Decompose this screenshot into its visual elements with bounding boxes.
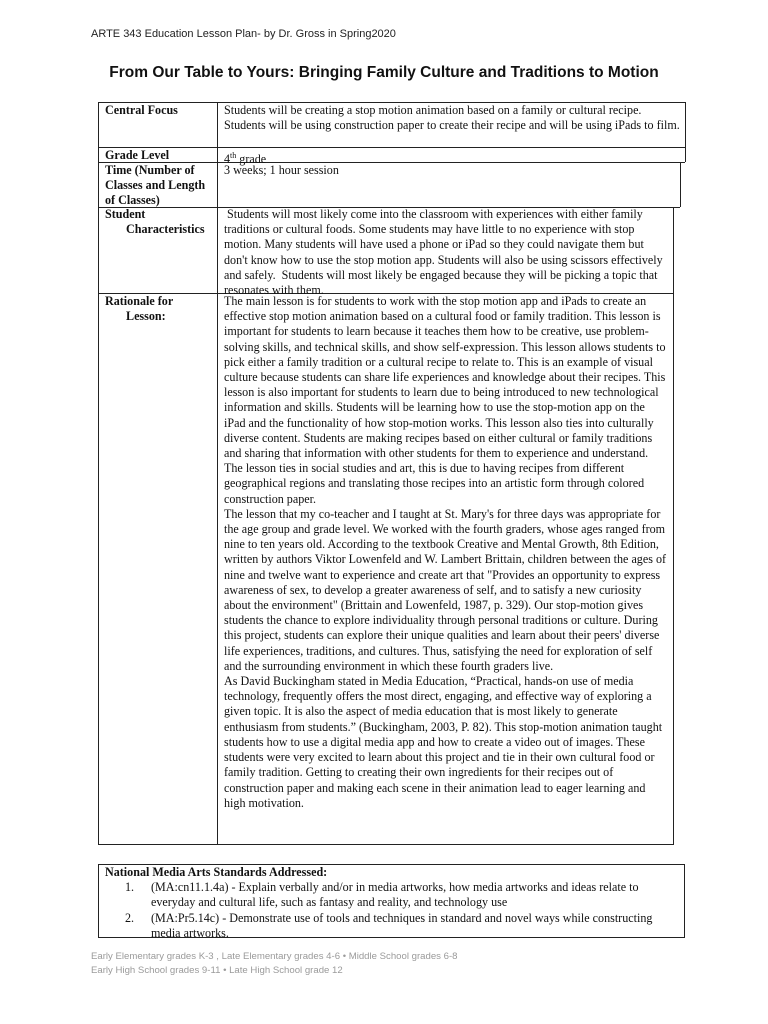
central-focus-label: Central Focus [105, 103, 178, 117]
central-focus-text: Students will be creating a stop motion animation based on a family or cultural recipe. Students will be using construction paper to create their recipe and will be using iPads to film. [224, 103, 680, 133]
rationale-label: Rationale for Lesson: [105, 294, 174, 324]
rationale-paragraph: The main lesson is for students to work with the stop motion app and iPads to create an effective stop motion animation based on a cultural food or family tradition. This lesson is important for students to learn because it teaches them how to be creative, use problem-solving skills, and technical skills, and show self-expression. This lesson allows students to pick either a family tradition or a cultural recipe to relate to. This is an example of visual culture because students can share life experiences and knowledge about their recipes. This lesson is also important for students to learn due to being introduced to new technological information and skills. Students will be learning how to use the stop-motion app on the iPad and the functionality of how stop-motion works. This lesson also ties into culturally diverse content. Students are making recipes based on either cultural or family traditions and sharing that information with other students for them to experience and understand. The lesson ties in social studies and art, this is due to having recipes from different geographical regions and translating those recipes into an artistic form through colored construction paper. [224, 294, 666, 506]
course-header: ARTE 343 Education Lesson Plan- by Dr. Gross in Spring2020 [91, 28, 396, 40]
document-title: From Our Table to Yours: Bringing Family Culture and Traditions to Motion [109, 64, 659, 81]
time-label: Time (Number of Classes and Length of Classes) [105, 163, 206, 208]
grade-level-label: Grade Level [105, 148, 170, 162]
grade-level-value: 4th grade [224, 151, 267, 167]
time-text: 3 weeks; 1 hour session [224, 163, 339, 177]
student-characteristics-text: Students will most likely come into the classroom with experiences with either family traditions or cultural foods. Some students may have little to no experience with stop motion. Many students will have used a phone or iPad so they could navigate them but don't know how to use the stop motion app. Students will also be using scissors effectively and safely. Students will most likely be engaged because they will be picking a topic that resonates with them. [224, 207, 666, 298]
rationale-paragraph: As David Buckingham stated in Media Education, “Practical, hands-on use of media technology, frequently offers the most direct, engaging, and effective way of exploring a given topic. It is also the aspect of media education that is most likely to generate enthusiasm from students.” (Buckingham, 2003, P. 82). This stop-motion animation taught students how to use a digital media app and how to create a video out of images. These students were very excited to learn about this project and tie in their own cultural food or family tradition. Getting to creating their own ingredients for their recipes out of construction paper and making each scene in their animation lead to eager learning and high motivation. [224, 674, 663, 810]
standards-section [105, 865, 681, 941]
rationale-paragraph: The lesson that my co-teacher and I taught at St. Mary's for three days was appropriate for the age group and grade level. We worked with the fourth graders, whose ages ranged from nine to ten years old. According to the textbook Creative and Mental Growth, 8th Edition, written by authors Viktor Lowenfeld and W. Lambert Brittain, children between the ages of nine and twelve want to experience and create art that "Provides an opportunity to express awareness of sex, to develop a greater awareness of self, and to satisfy a new curiosity about the environment" (Brittain and Lowenfeld, 1987, p. 329). Our stop-motion gives students the chance to explore individuality through personal traditions or culture. During this project, students can explore their unique qualities and learn about their peers' diverse life experiences, traditions, and cultures. Thus, satisfying the need for exploration of self and the surrounding environment in which these fourth graders live. [224, 506, 667, 673]
footer-grades-line-1: Early Elementary grades K-3 , Late Elementary grades 4-6 • Middle School grades 6-8 [91, 951, 458, 962]
rationale-text [224, 294, 668, 811]
standards-title: National Media Arts Standards Addressed: [105, 865, 328, 879]
student-characteristics-label: Student Characteristics [105, 207, 205, 237]
standards-item: 2. (MA:Pr5.14c) - Demonstrate use of tools and techniques in standard and novel ways while constructing media artworks. [125, 910, 653, 940]
standards-item: 1. (MA:cn11.1.4a) - Explain verbally and/or in media artworks, how media artworks and ideas relate to everyday and cultural life, such as fantasy and reality, and technology use [125, 880, 639, 910]
footer-grades-line-2: Early High School grades 9-11 • Late High School grade 12 [91, 965, 343, 976]
